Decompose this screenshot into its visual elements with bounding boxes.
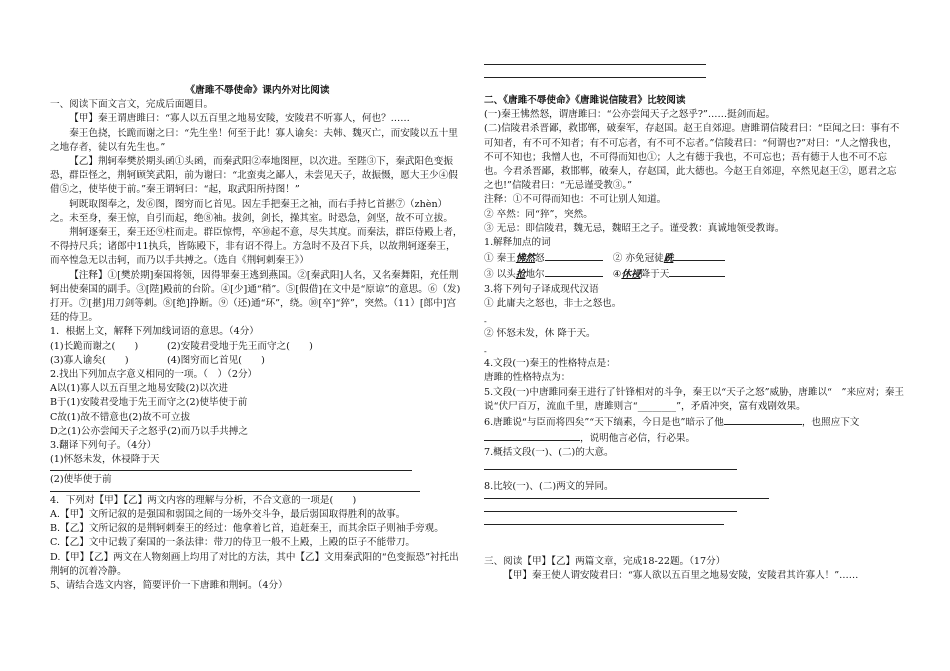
question-2-option: A以(1)寡人以五百里之地易安陵(2)以次进 — [50, 383, 229, 395]
question-4-option: D.【甲】【乙】两文在人物刻画上均用了对比的方法，其中【乙】文用秦武阳的“色变振恐”衬托出荆轲的沉着冷静。 — [50, 551, 459, 577]
passage-2: (二)信陵君杀晋鄙，救邯郸，破秦军，存赵国。赵王自郊迎。唐雎谓信陵君曰：“臣闻之曰：事有不可知者，有不可不知者；有不可忘者，有不可不忘者。”信陵君曰：“何谓也?”对曰：“人之憎我也，不可不知也；我憎人也，不可得而知也①；人之有德于我也，不可忘也；吾有德于人也不可不忘也。今君杀晋鄙，救邯郸，破秦人，存赵国，此大德也。今赵王自郊迎，卒然见赵王②，愿君之忘之也!”信陵君曰：“无忌谨受教③。” — [484, 123, 900, 192]
left-column — [50, 0, 465, 593]
question-4-option: B.【乙】文所记叙的是荆轲刺秦王的经过：他拿着匕首，追赶秦王，而其余臣子则袖手旁观。 — [50, 523, 444, 535]
question-8: 8.比较(一)、(二)两文的异同。 — [484, 480, 614, 492]
item-label: 降于天 — [640, 269, 670, 281]
answer-line[interactable] — [484, 469, 737, 470]
item-label: 地尔 — [525, 269, 545, 281]
section-3-passage-jia: 【甲】秦王使人谓安陵君曰：“寡人欲以五百里之地易安陵，安陵君其许寡人！”…… — [503, 570, 859, 582]
answer-blank[interactable] — [673, 250, 725, 261]
question-3-sentence-1: (1)怀怒未发，休祲降于天 — [50, 454, 160, 466]
question-5: 5.文段(一)中唐雎同秦王进行了针锋相对的斗争，秦王以“天子之怒”威胁，唐雎以“ ”来应对；秦王说“伏尸百万，流血千里，唐雎则言“________”，矛盾冲突，富有戏剧效果。 — [484, 386, 905, 412]
question-2-option: D之(1)公亦尝闻天子之怒乎(2)而乃以手共搏之 — [50, 425, 248, 437]
answer-line[interactable] — [484, 498, 769, 499]
question-1: 1.解释加点的词 — [484, 237, 551, 249]
answer-blank[interactable] — [545, 266, 603, 277]
passage-yi-1: 【乙】荆轲奉樊於期头函①头函，而秦武阳②奉地图匣，以次进。至陛③下，秦武阳色变振恐，群臣怪之，荆轲顾笑武阳，前为谢曰：“北蛮夷之鄙人，未尝见天子，故振慑，愿大王少④假借⑤之，使毕使于前。”秦王谓轲曰：“起，取武阳所持图！” — [50, 156, 458, 196]
passage-2-note: ③ 无忌：即信陵君，魏无忌，魏昭王之子。谨受教：真诚地领受教诲。 — [484, 222, 785, 234]
question-2: 2.找出下列加点字意义相同的一项。（ ）（2分） — [50, 369, 258, 381]
answer-line[interactable] — [484, 64, 706, 65]
section-1-heading: 一、阅读下面文言文，完成后面题目。 — [50, 99, 214, 111]
answer-blank[interactable] — [724, 414, 802, 425]
question-3: 3.翻译下列句子。（4分） — [50, 440, 157, 452]
answer-line[interactable] — [50, 470, 412, 471]
passage-yi-notes: 【注释】①[樊於期]秦国将领，因得罪秦王逃到燕国。②[秦武阳]人名，又名秦舞阳，充任荆轲出使秦国的副手。③[陛]殿前的台阶。④[少]通“稍”。⑤[假借]在文中是“原谅”的意思。⑥（发)打开。⑦[揕]用刀剑等刺。⑧[绝]挣断。⑨（还)通“环”，绕。⑩[卒]“猝”，突然。（11）[郎中]宫廷的侍卫。 — [50, 269, 461, 324]
passage-yi-2: 轲既取图奉之，发⑥图，图穷而匕首见。因左手把秦王之袖，而右手持匕首揕⑦（zhèn）之。未至身，秦王惊，自引而起，绝⑧袖。拔剑，剑长，操其室。时恐急，剑坚，故不可立拔。 — [50, 198, 453, 224]
question-2-option: B于(1)安陵君受地于先王而守之(2)使毕使于前 — [50, 397, 248, 409]
item-label: 怒 — [535, 253, 545, 265]
question-1-item: (3)寡人谕矣( ) (4)图穷而匕首见( ) — [50, 354, 265, 366]
question-5: 5、请结合选文内容，简要评价一下唐雎和荆轲。（4分） — [50, 579, 288, 591]
item-label: ④ — [612, 269, 622, 281]
question-6-text: ，说明他言必信，行必果。 — [580, 433, 696, 445]
question-4: 4.文段(一)秦王的性格特点是： — [484, 358, 616, 370]
passage-yi-3: 荆轲逐秦王，秦王还⑨柱而走。群臣惊愕，卒⑩起不意，尽失其度。而秦法，群臣侍殿上者，不得持尺兵；诸郎中11执兵，皆陈殿下，非有诏不得上。方急时不及召下兵，以故荆轲逐秦王，而卒惶急无以击轲，而乃以手共搏之。（选自《荆轲刺秦王》） — [50, 227, 463, 267]
right-column — [484, 0, 904, 583]
question-3: 3.将下列句子译成现代汉语 — [484, 283, 599, 295]
question-1-row-2 — [484, 266, 904, 282]
question-4-option: A.【甲】文所记叙的是强国和弱国之间的一场外交斗争，最后弱国取得胜利的故事。 — [50, 508, 406, 520]
question-3-sentence-2: (2)使毕使于前 — [50, 474, 112, 486]
question-1-item: (1)长跪而谢之( ) (2)安陵君受地于先王而守之( ) — [50, 340, 313, 352]
answer-line[interactable] — [50, 491, 420, 492]
question-1-row-1 — [484, 250, 904, 266]
question-6-text: ，也照应下文 — [801, 417, 860, 429]
question-1: 1．根据上文，解释下列加线词语的意思。（4分） — [50, 326, 259, 338]
dotted-word: 抢 — [515, 269, 526, 281]
question-7: 7.概括文段(一)、(二)的大意。 — [484, 447, 614, 459]
section-2-heading: 二、《唐雎不辱使命》《唐雎说信陵君》比较阅读 — [484, 95, 686, 106]
dotted-word: 休祲 — [621, 269, 641, 281]
answer-blank[interactable] — [484, 430, 580, 441]
question-6 — [484, 414, 904, 446]
passage-2-note: 注释：①不可得而知也：不可让别人知道。 — [484, 194, 667, 206]
passage-2-note: ② 卒然：同“猝”，突然。 — [484, 208, 593, 220]
answer-blank[interactable] — [545, 250, 603, 261]
item-label: ③ 以头 — [484, 269, 516, 281]
answer-blank[interactable] — [669, 266, 725, 277]
passage-jia-2: 秦王色挠，长跪而谢之曰：“先生坐！何至于此！寡人谕矣：夫韩、魏灭亡，而安陵以五十里之地存者，徒以有先生也。” — [50, 127, 458, 153]
question-2-option: C故(1)故不错意也(2)故不可立拔 — [50, 411, 191, 423]
question-3-sentence-2: ② 怀怒未发，休 降于天。 — [484, 328, 596, 340]
passage-1: (一)秦王怫然怒，谓唐雎曰：“公亦尝闻天子之怒乎?”……挺剑而起。 — [484, 109, 776, 121]
question-4: 4．下列对【甲】【乙】两文内容的理解与分析，不合文意的一项是( ) — [50, 494, 357, 506]
question-6-text: 6.唐雎说“与臣而将四矣”“天下缟素，今日是也”暗示了他 — [484, 417, 724, 429]
question-3-sentence-1: ① 此庸夫之怒也，非士之怒也。 — [484, 297, 622, 309]
answer-line[interactable] — [484, 511, 737, 512]
item-label: ② 亦免冠徒 — [612, 253, 664, 265]
item-label: ① 秦王 — [484, 253, 516, 265]
dash-marker: - — [484, 317, 487, 327]
question-4-option: C.【乙】文中记载了秦国的一条法律：带刀的侍卫一般不上殿，上殿的臣子不能带刀。 — [50, 537, 416, 549]
dotted-word: 怫然 — [515, 253, 536, 265]
dotted-word: 跣 — [663, 253, 674, 265]
document-title: 《唐雎不辱使命》课内外对比阅读 — [185, 85, 330, 96]
question-4-line-2: 唐雎的性格特点为： — [484, 372, 571, 384]
dash-marker: - — [484, 347, 487, 357]
section-3-heading: 三、阅读【甲】【乙】两篇文章，完成18-22题。（17分） — [484, 555, 726, 567]
passage-jia-1: 【甲】秦王谓唐雎曰：“寡人以五百里之地易安陵，安陵君不听寡人，何也？…… — [69, 113, 410, 125]
